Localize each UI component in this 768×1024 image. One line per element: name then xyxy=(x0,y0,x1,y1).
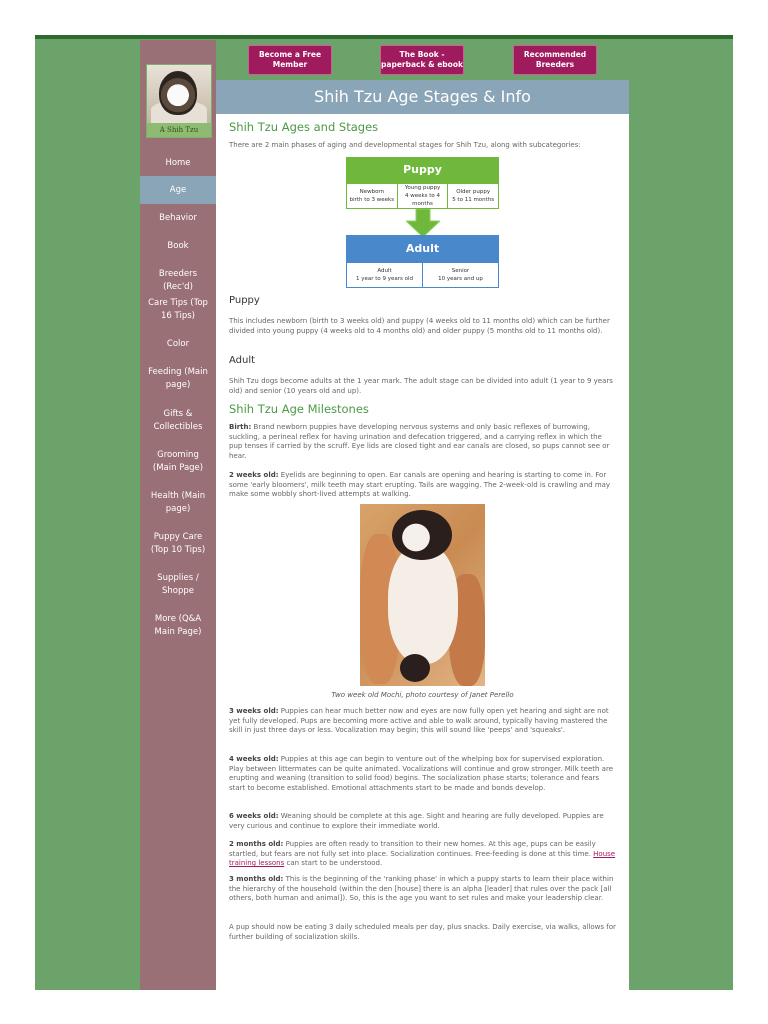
sidebar-item-grooming[interactable] xyxy=(140,441,216,482)
diagram-puppy-row xyxy=(346,183,499,209)
sidebar-item-label: Color xyxy=(166,339,190,349)
sidebar-item-label: Behavior xyxy=(159,213,197,223)
logo-text: A Shih Tzu xyxy=(147,123,211,137)
milestone-text: Puppies are often ready to transition to their new homes. At this age, pups can be easily startled, but fears are not fully set into place. Socialization continues. Free-feeding is done at this time. xyxy=(229,840,596,858)
sidebar-item-label: Care Tips (Top 16 Tips) xyxy=(148,298,208,321)
sidebar-item-book[interactable] xyxy=(140,232,216,260)
age-stages-diagram xyxy=(346,157,500,288)
sidebar-item-health[interactable] xyxy=(140,482,216,523)
photo-caption: Two week old Mochi, photo courtesy of Janet Perello xyxy=(331,691,514,699)
sidebar-item-breeders[interactable] xyxy=(140,260,216,292)
puppy-heading: Puppy xyxy=(229,295,260,306)
the-book-label: The Book - paperback & ebook xyxy=(381,50,463,69)
milestone-text: Puppies at this age can begin to venture out of the whelping box for supervised exploration. Play between littermates can be quite animated. Vocalizations will continue and grow stronger. Milk teeth are erupting and weaning (transition to solid food) begins. The socialization phase starts; tolerance and fears start to become established. Emotional attachments start to be made and bonds develop. xyxy=(229,755,613,792)
milestone-3-weeks xyxy=(229,707,616,736)
sidebar-item-label: Book xyxy=(167,241,189,251)
sidebar-item-label: Grooming (Main Page) xyxy=(152,450,204,473)
logo-dog-head xyxy=(159,71,197,115)
diagram-cell xyxy=(347,263,423,287)
meals-text: A pup should now be eating 3 daily scheduled meals per day, plus snacks. Daily exercise, via walks, allows for further building of socialization skills. xyxy=(229,923,616,941)
diagram-cell xyxy=(448,184,498,208)
diagram-adult-header: Adult xyxy=(346,235,499,262)
photo-puppy-spot xyxy=(400,654,430,682)
diagram-cell xyxy=(398,184,449,208)
adult-text: Shih Tzu dogs become adults at the 1 year mark. The adult stage can be divided into adult (1 year to 9 years old) and senior (10 years old and up). xyxy=(229,377,613,395)
diagram-cell xyxy=(423,263,498,287)
diagram-cell-name: Newborn xyxy=(359,189,385,195)
diagram-cell-range: 10 years and up xyxy=(438,276,483,282)
diagram-cell-range: 4 weeks to 4 months xyxy=(404,193,441,207)
milestone-text: Brand newborn puppies have developing nervous systems and only basic reflexes of burrowing, suckling, a perineal reflex for having urination and defecation triggered, and a carrying reflex in which the pup tenses if carried by the scruff. Eye lids are closed tight and ear canals are closed, so pups cannot see or hear. xyxy=(229,423,610,460)
sidebar-item-care-tips[interactable] xyxy=(140,288,216,330)
the-book-button[interactable] xyxy=(380,45,464,75)
sidebar-item-more[interactable] xyxy=(140,605,216,646)
sidebar-item-feeding[interactable] xyxy=(140,358,216,400)
milestone-label: 3 weeks old: xyxy=(229,707,279,715)
section-heading-ages: Shih Tzu Ages and Stages xyxy=(229,120,379,134)
milestone-text: can start to be understood. xyxy=(284,859,383,867)
diagram-cell-range: 5 to 11 months xyxy=(452,197,495,203)
become-member-button[interactable] xyxy=(248,45,332,75)
milestones-heading: Shih Tzu Age Milestones xyxy=(229,402,369,416)
sidebar-item-label: Supplies / Shoppe xyxy=(157,573,199,596)
milestone-text: Eyelids are beginning to open. Ear canals are opening and hearing is starting to come in. For some 'early bloomers', milk teeth may start erupting. Tails are wagging. The 2-week-old is crawling and may make some wobbly short-lived attempts at walking. xyxy=(229,471,611,498)
milestone-2-months xyxy=(229,840,616,869)
photo-puppy-body xyxy=(388,544,458,664)
site-logo[interactable] xyxy=(146,64,212,138)
arrow-down-icon xyxy=(406,209,440,237)
sidebar-item-home[interactable] xyxy=(140,150,216,176)
sidebar-item-label: Puppy Care (Top 10 Tips) xyxy=(150,532,206,555)
sidebar-item-label: Health (Main page) xyxy=(150,491,206,514)
diagram-puppy-header: Puppy xyxy=(346,157,499,183)
diagram-cell-name: Young puppy xyxy=(404,185,441,191)
sidebar-item-behavior[interactable] xyxy=(140,204,216,232)
section-intro: There are 2 main phases of aging and developmental stages for Shih Tzu, along with subcategories: xyxy=(229,141,581,149)
become-member-label: Become a Free Member xyxy=(258,50,322,69)
sidebar-item-color[interactable] xyxy=(140,330,216,358)
milestone-3-months xyxy=(229,875,616,904)
milestone-label: Birth: xyxy=(229,423,252,431)
diagram-cell-name: Adult xyxy=(377,268,392,274)
recommended-breeders-button[interactable] xyxy=(513,45,597,75)
sidebar-item-label: Gifts & Collectibles xyxy=(153,409,203,432)
diagram-cell-name: Older puppy xyxy=(456,189,491,195)
sidebar-item-label: Age xyxy=(169,185,187,195)
milestone-text: Puppies can hear much better now and eyes are now fully open yet hearing and sight are not yet fully developed. Pups are becoming more active and able to walk around, typically having mastered the skill in just three days or less. Vocalization may begin; this will sound like 'peeps' and 'squeaks'. xyxy=(229,707,609,734)
milestone-birth xyxy=(229,423,616,461)
sidebar-item-label: Feeding (Main page) xyxy=(148,367,208,390)
photo-puppy-head xyxy=(392,510,452,560)
milestone-6-weeks xyxy=(229,812,616,831)
sidebar-item-supplies[interactable] xyxy=(140,564,216,605)
milestone-label: 3 months old: xyxy=(229,875,284,883)
puppy-photo xyxy=(360,504,485,686)
sidebar-item-label: Breeders (Rec'd) xyxy=(158,269,198,292)
sidebar-item-gifts[interactable] xyxy=(140,400,216,441)
sidebar-item-age[interactable] xyxy=(140,176,216,204)
milestone-text: This is the beginning of the 'ranking phase' in which a puppy starts to learn their place within the hierarchy of the household (within the den [house] there is an alpha [leader] that rules over the pack [all others, both human and animal]). So, this is the age you want to set rules and make your leadership clear. xyxy=(229,875,614,902)
diagram-cell-range: 1 year to 9 years old xyxy=(355,276,414,282)
diagram-cell xyxy=(347,184,398,208)
sidebar-nav xyxy=(140,150,216,646)
house-training-link[interactable]: House training lessons xyxy=(229,849,616,867)
milestone-2-weeks xyxy=(229,471,616,500)
sidebar-item-label: More (Q&A Main Page) xyxy=(154,614,202,637)
diagram-cell-name: Senior xyxy=(451,268,470,274)
milestone-label: 6 weeks old: xyxy=(229,812,279,820)
milestone-label: 2 months old: xyxy=(229,840,284,848)
sidebar-item-puppy-care[interactable] xyxy=(140,523,216,564)
milestone-label: 4 weeks old: xyxy=(229,755,279,763)
page-title: Shih Tzu Age Stages & Info xyxy=(216,80,629,114)
sidebar-item-label: Home xyxy=(165,158,191,168)
milestone-label: 2 weeks old: xyxy=(229,471,279,479)
milestone-4-weeks xyxy=(229,755,616,793)
adult-heading: Adult xyxy=(229,355,256,366)
diagram-cell-range: birth to 3 weeks xyxy=(349,197,395,203)
recommended-breeders-label: Recommended Breeders xyxy=(523,50,587,69)
puppy-text: This includes newborn (birth to 3 weeks old) and puppy (4 weeks old to 11 months old) which can be further divided into young puppy (4 weeks old to 4 months old) and older puppy (5 months old to 11 months old). xyxy=(229,317,610,335)
top-stripe xyxy=(35,35,733,39)
diagram-adult-row xyxy=(346,262,499,288)
milestone-text: Weaning should be complete at this age. Sight and hearing are fully developed. Puppies are very curious and continue to explore their immediate world. xyxy=(229,812,604,830)
